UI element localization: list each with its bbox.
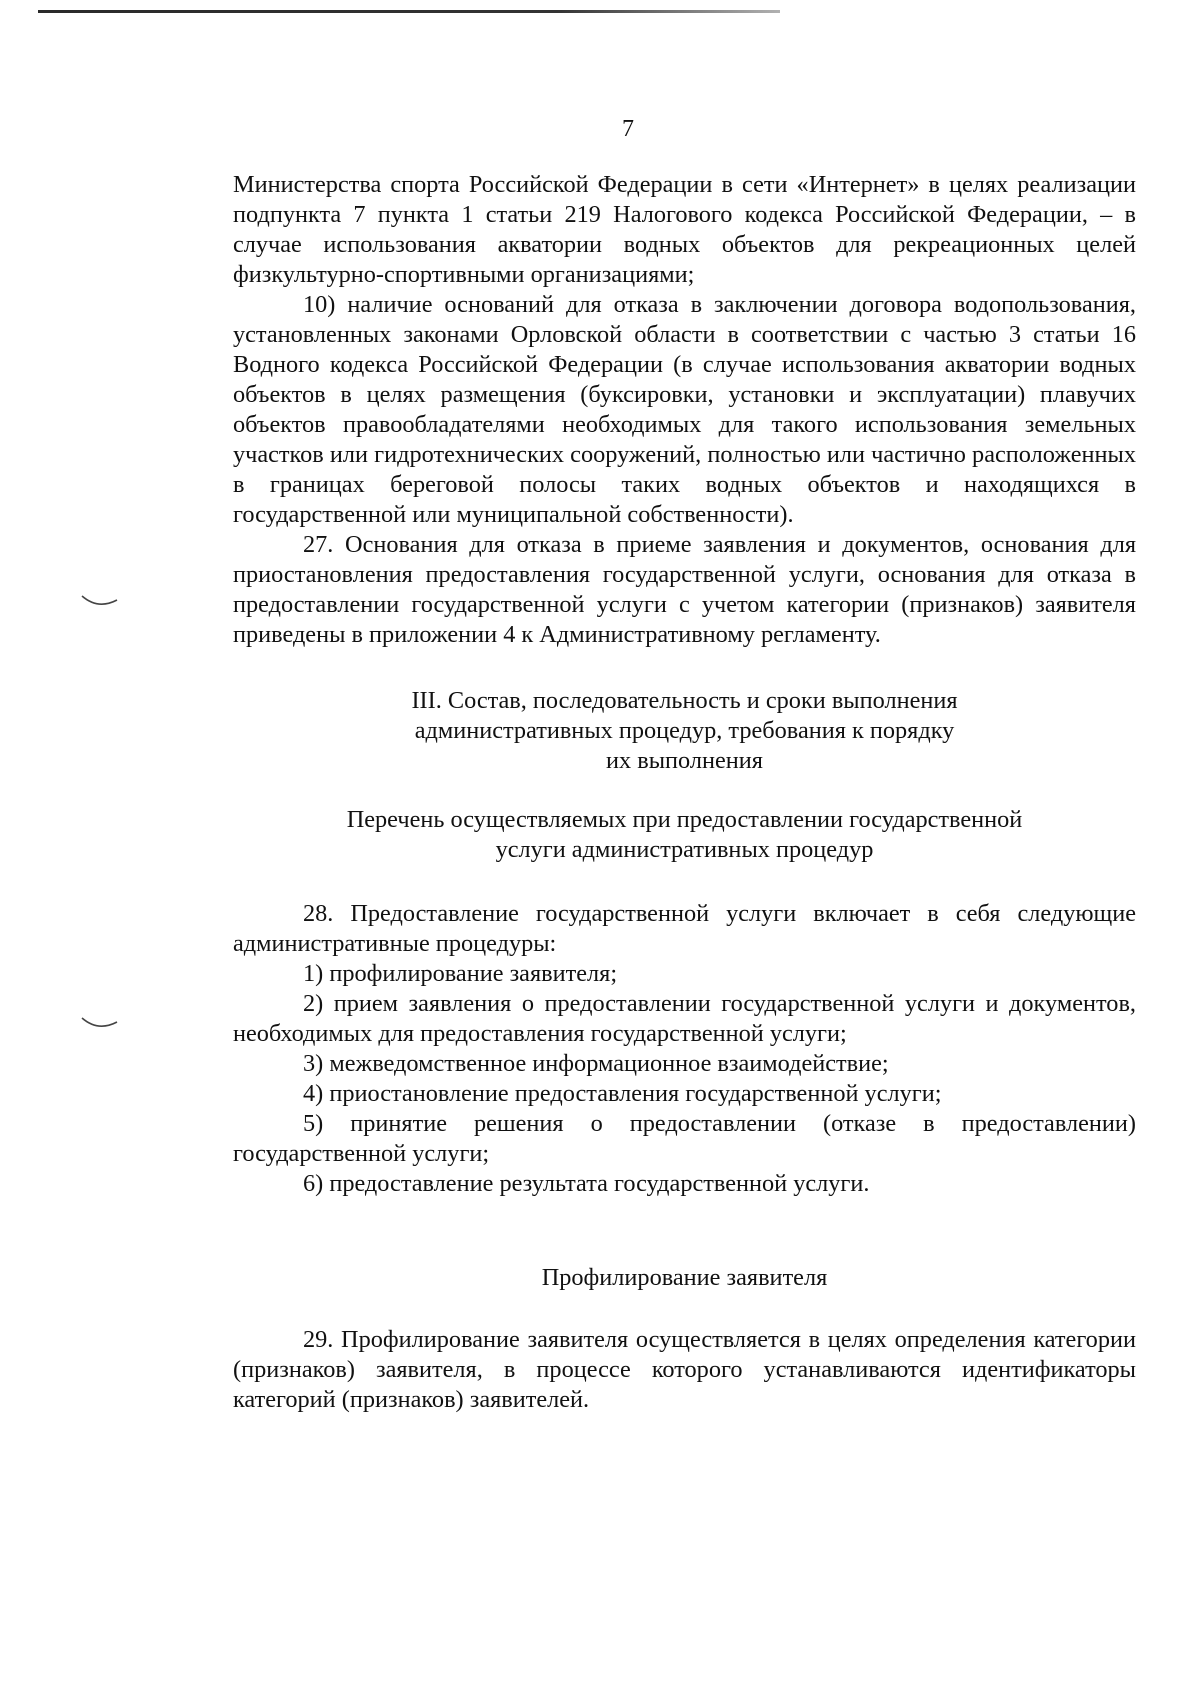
procedure-list-item: 1) профилирование заявителя; — [303, 960, 618, 987]
paragraph-item-10: 10) наличие оснований для отказа в заключении договора водопользования, установленных законами Орловской области в соответствии с частью 3 статьи 16 Водного кодекса Российской Федерации (в случае использования акватории водных объектов в целях размещения (буксировки, установки и эксплуатации) плавучих объектов правообладателями необходимых для такого использования земельных участков или гидротехнических сооружений, полностью или частично расположенных в границах береговой полосы таких водных объектов и находящихся в государственной или муниципальной собственности). — [233, 291, 1136, 528]
paragraph-continuation: Министерства спорта Российской Федерации в сети «Интернет» в целях реализации подпункта 7 пункта 1 статьи 219 Налогового кодекса Российской Федерации, – в случае использования акватории водных объектов для рекреационных целей физкультурно-спортивными организациями; — [233, 171, 1136, 288]
paragraph-item-29: 29. Профилирование заявителя осуществляется в целях определения категории (признаков) заявителя, в процессе которого устанавливаются идентификаторы категорий (признаков) заявителей. — [233, 1326, 1136, 1413]
section-heading-line: их выполнения — [606, 747, 763, 774]
item-29-block — [233, 1325, 1136, 1415]
subheading-line: услуги административных процедур — [495, 836, 874, 863]
paragraph-item-27: 27. Основания для отказа в приеме заявления и документов, основания для приостановления предоставления государственной услуги, основания для отказа в предоставлении государственной услуги с учетом категории (признаков) заявителя приведены в приложении 4 к Административному регламенту. — [233, 531, 1136, 648]
item-28-block — [233, 899, 1136, 1199]
subheading-line: Перечень осуществляемых при предоставлении государственной — [346, 806, 1023, 833]
page-number: 7 — [622, 116, 634, 142]
paragraph-item-28: 28. Предоставление государственной услуги включает в себя следующие административные процедуры: — [233, 900, 1136, 957]
procedure-list-item: 4) приостановление предоставления государственной услуги; — [303, 1080, 942, 1107]
binder-hole-mark-lower — [80, 1014, 120, 1034]
procedure-list-item: 3) межведомственное информационное взаимодействие; — [303, 1050, 889, 1077]
profiling-heading: Профилирование заявителя — [541, 1264, 828, 1291]
binder-hole-mark-upper — [80, 592, 120, 612]
procedure-list-item: 5) принятие решения о предоставлении (отказе в предоставлении) государственной услуги; — [233, 1110, 1136, 1167]
procedure-list-item: 2) прием заявления о предоставлении государственной услуги и документов, необходимых для предоставления государственной услуги; — [233, 990, 1136, 1047]
top-rule — [38, 10, 780, 13]
procedure-list-item: 6) предоставление результата государственной услуги. — [303, 1170, 870, 1197]
document-body — [233, 170, 1136, 1415]
section-heading-line: III. Состав, последовательность и сроки выполнения — [411, 687, 958, 714]
section-heading-iii — [233, 686, 1136, 776]
section-heading-line: административных процедур, требования к порядку — [414, 717, 955, 744]
procedures-list-heading — [233, 805, 1136, 865]
